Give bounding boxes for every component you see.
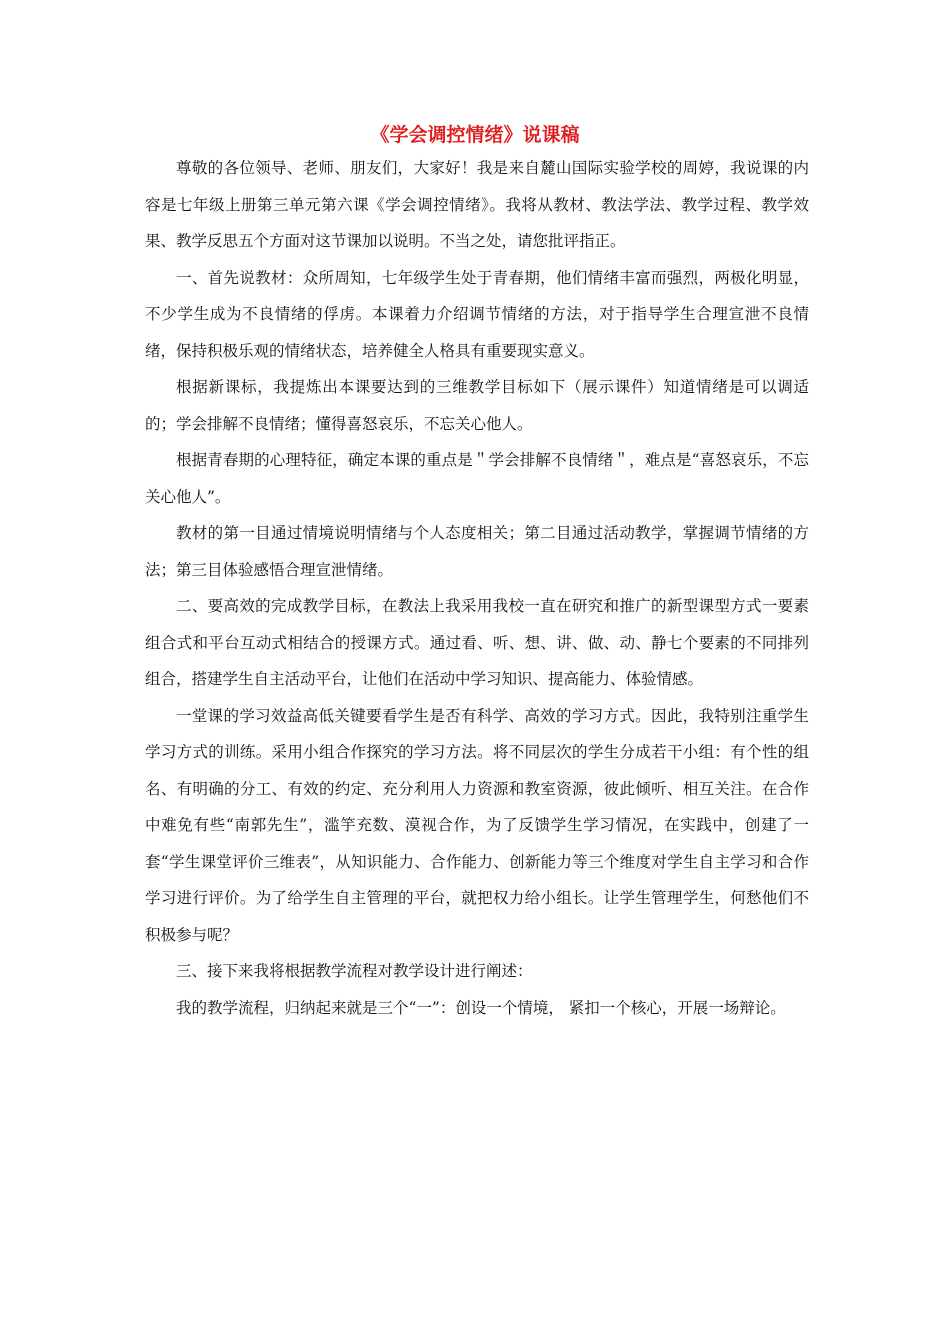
document-title: 《学会调控情绪》说课稿 (370, 124, 580, 146)
document-body (145, 150, 809, 1026)
paragraph-process-intro: 三、接下来我将根据教学流程对教学设计进行阐述： (176, 962, 533, 980)
paragraph-key-points: 根据青春期的心理特征，确定本课的重点是＂学会排解不良情绪＂，难点是“喜怒哀乐，不忘关心他人”。 (145, 451, 809, 506)
paragraph-textbook: 一、首先说教材：众所周知，七年级学生处于青春期，他们情绪丰富而强烈，两极化明显，不少学生成为不良情绪的俘虏。本课着力介绍调节情绪的方法，对于指导学生合理宣泄不良情绪，保持积极乐观的情绪状态，培养健全人格具有重要现实意义。 (145, 268, 809, 360)
paragraph-goals: 根据新课标，我提炼出本课要达到的三维教学目标如下（展示课件）知道情绪是可以调适的；学会排解不良情绪；懂得喜怒哀乐，不忘关心他人。 (145, 378, 809, 433)
paragraph-greeting: 尊敬的各位领导、老师、朋友们，大家好！我是来自麓山国际实验学校的周婷，我说课的内容是七年级上册第三单元第六课《学会调控情绪》。我将从教材、教法学法、教学过程、教学效果、教学反思五个方面对这节课加以说明。不当之处，请您批评指正。 (145, 159, 809, 250)
paragraph-sections: 教材的第一目通过情境说明情绪与个人态度相关；第二目通过活动教学，掌握调节情绪的方法；第三目体验感悟合理宣泄情绪。 (145, 524, 809, 579)
paragraph-process: 我的教学流程，归纳起来就是三个“一”：创设一个情境， 紧扣一个核心，开展一场辩论。 (176, 998, 786, 1017)
paragraph-learning-method: 一堂课的学习效益高低关键要看学生是否有科学、高效的学习方式。因此，我特别注重学生学习方式的训练。采用小组合作探究的学习方法。将不同层次的学生分成若干小组：有个性的组名、有明确的分工、有效的约定、充分利用人力资源和教室资源，彼此倾听、相互关注。在合作中难免有些“南郭先生”，滥竽充数、漠视合作，为了反馈学生学习情况，在实践中，创建了一套“学生课堂评价三维表”，从知识能力、合作能力、创新能力等三个维度对学生自主学习和合作学习进行评价。为了给学生自主管理的平台，就把权力给小组长。让学生管理学生，何愁他们不积极参与呢？ (145, 706, 809, 944)
paragraph-teaching-method: 二、要高效的完成教学目标，在教法上我采用我校一直在研究和推广的新型课型方式一要素组合式和平台互动式相结合的授课方式。通过看、听、想、讲、做、动、静七个要素的不同排列组合，搭建学生自主活动平台，让他们在活动中学习知识、提高能力、体验情感。 (145, 597, 809, 688)
